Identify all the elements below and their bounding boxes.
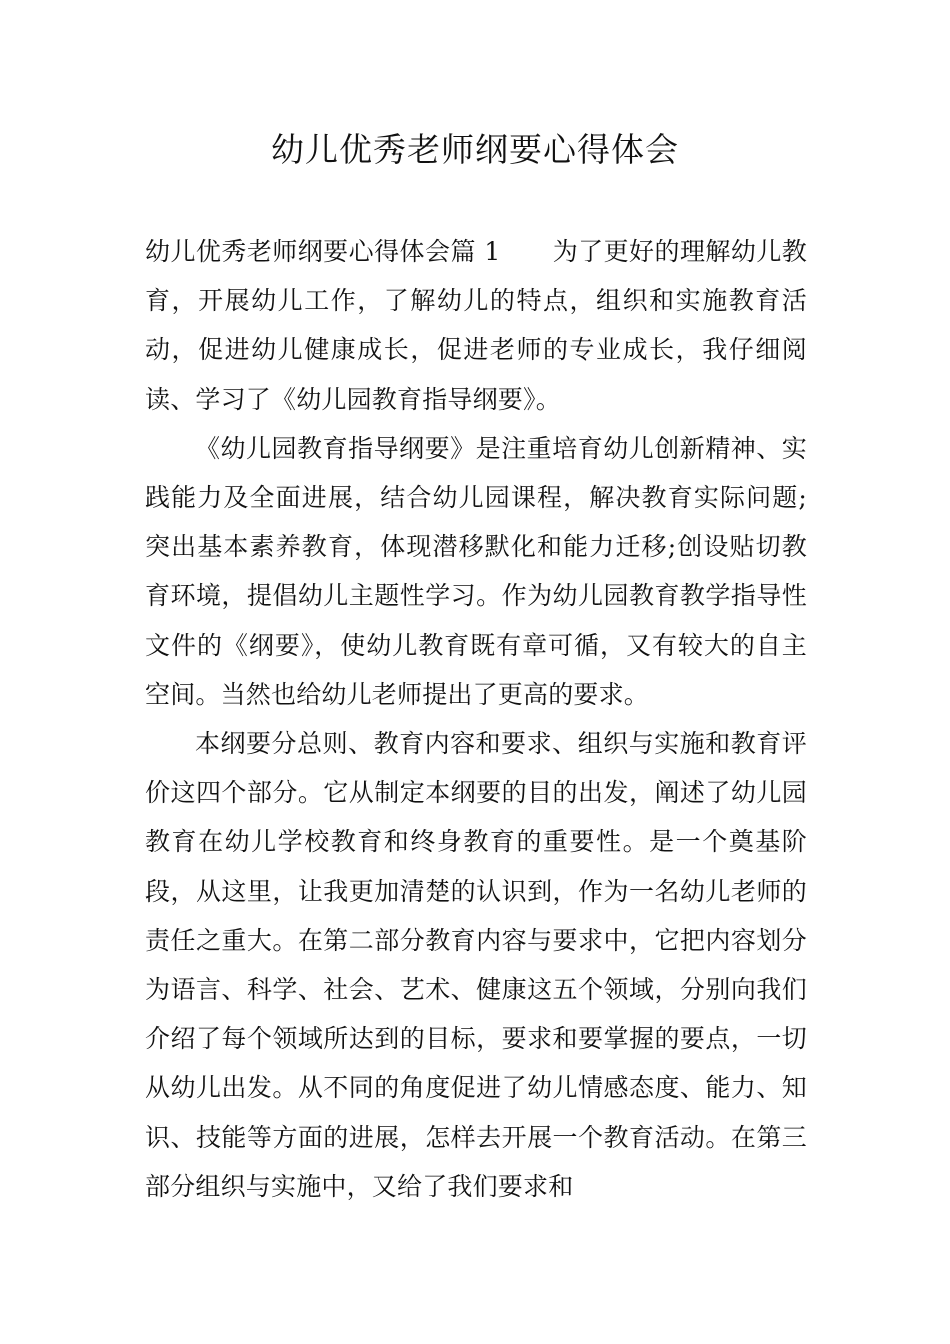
document-title: 幼儿优秀老师纲要心得体会 (271, 130, 679, 169)
body-paragraph-1: 《幼儿园教育指导纲要》是注重培育幼儿创新精神、实践能力及全面进展，结合幼儿园课程，解决教育实际问题;突出基本素养教育，体现潜移默化和能力迁移;创设贴切教育环境，提倡幼儿主题性学习。作为幼儿园教育教学指导性文件的《纲要》，使幼儿教育既有章可循，又有较大的自主空间。当然也给幼儿老师提出了更高的要求。 (145, 433, 807, 709)
section-heading: 幼儿优秀老师纲要心得体会篇 1 (145, 237, 501, 266)
body-paragraph-2: 本纲要分总则、教育内容和要求、组织与实施和教育评价这四个部分。它从制定本纲要的目的出发，阐述了幼儿园教育在幼儿学校教育和终身教育的重要性。是一个奠基阶段，从这里，让我更加清楚的认识到，作为一名幼儿老师的责任之重大。在第二部分教育内容与要求中，它把内容划分为语言、科学、社会、艺术、健康这五个领域，分别向我们介绍了每个领域所达到的目标，要求和要掌握的要点，一切从幼儿出发。从不同的角度促进了幼儿情感态度、能力、知识、技能等方面的进展，怎样去开展一个教育活动。在第三部分组织与实施中，又给了我们要求和 (145, 729, 807, 1201)
intro-text: 为了更好的理解幼儿教育，开展幼儿工作，了解幼儿的特点，组织和实施教育活动，促进幼儿健康成长，促进老师的专业成长，我仔细阅读、学习了《幼儿园教育指导纲要》。 (145, 237, 807, 414)
document-body (145, 227, 807, 1211)
intro-paragraph (145, 227, 807, 424)
